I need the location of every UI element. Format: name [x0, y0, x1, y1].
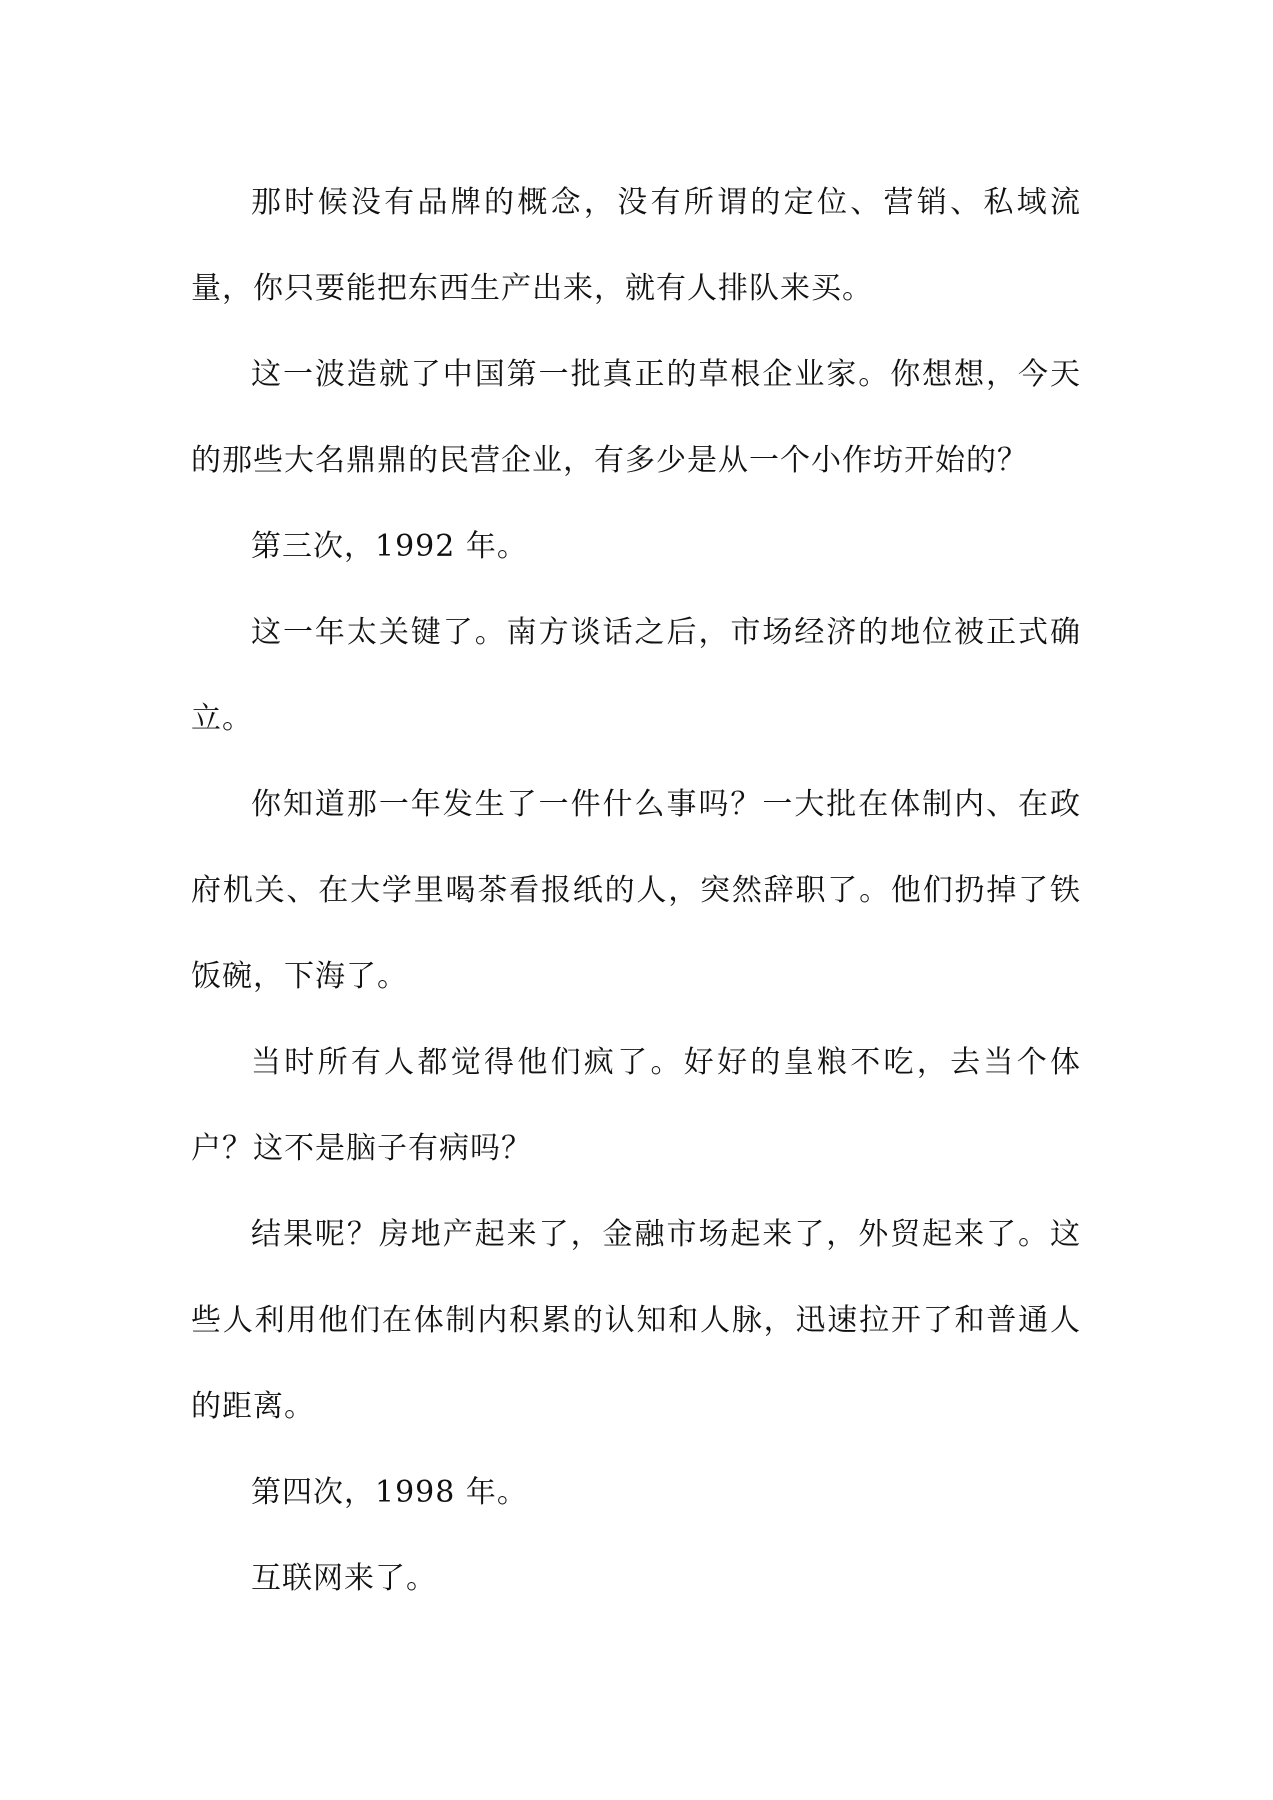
paragraph: 这一波造就了中国第一批真正的草根企业家。你想想，今天的那些大名鼎鼎的民营企业，有多少是从一个小作坊开始的？	[191, 357, 1081, 478]
paragraph: 这一年太关键了。南方谈话之后，市场经济的地位被正式确立。	[191, 615, 1081, 736]
paragraph: 你知道那一年发生了一件什么事吗？一大批在体制内、在政府机关、在大学里喝茶看报纸的人，突然辞职了。他们扔掉了铁饭碗，下海了。	[191, 787, 1081, 994]
paragraph: 第三次，1992 年。	[251, 529, 528, 564]
paragraph: 那时候没有品牌的概念，没有所谓的定位、营销、私域流量，你只要能把东西生产出来，就有人排队来买。	[191, 185, 1081, 306]
document-body	[191, 160, 1081, 1622]
paragraph: 互联网来了。	[251, 1561, 437, 1596]
paragraph: 第四次，1998 年。	[251, 1475, 528, 1510]
paragraph: 结果呢？房地产起来了，金融市场起来了，外贸起来了。这些人利用他们在体制内积累的认知和人脉，迅速拉开了和普通人的距离。	[191, 1217, 1081, 1424]
paragraph: 当时所有人都觉得他们疯了。好好的皇粮不吃，去当个体户？这不是脑子有病吗？	[191, 1045, 1081, 1166]
